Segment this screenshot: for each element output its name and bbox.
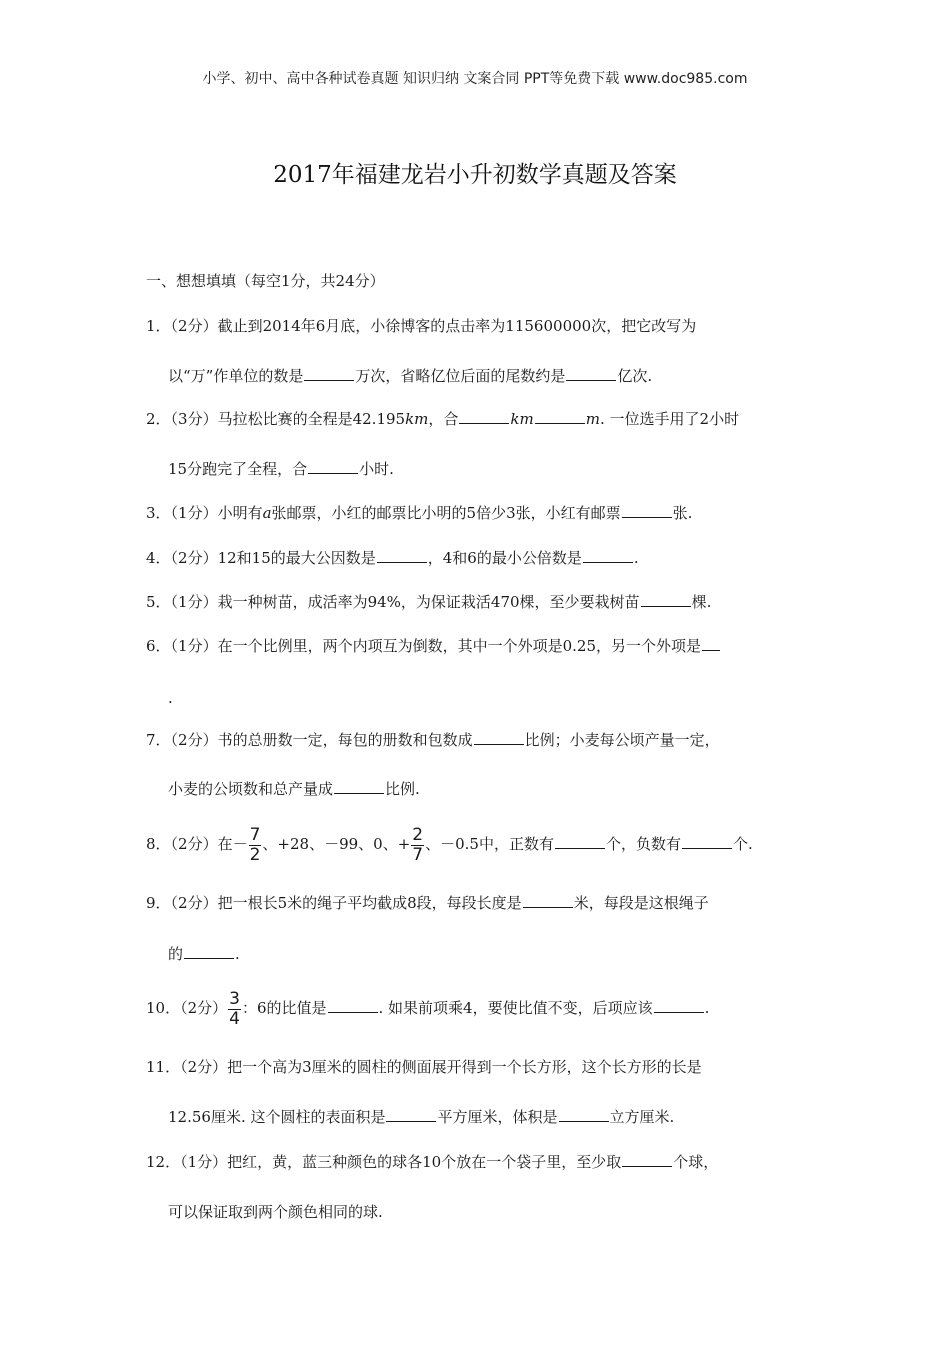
question-6-line-1: 6．（1分）在一个比例里，两个内项互为倒数，其中一个外项是0.25，另一个外项是 [146, 636, 721, 656]
fraction-three-quarters: $\frac{3}{4}$ [229, 988, 240, 1029]
answer-blank[interactable] [304, 366, 354, 381]
answer-blank[interactable] [622, 503, 672, 518]
fraction-two-sevenths: $\frac{2}{7}$ [412, 824, 424, 865]
question-11-line-1: 11．（2分）把一个高为3厘米的圆柱的侧面展开得到一个长方形，这个长方形的长是 [146, 1058, 702, 1076]
answer-blank[interactable] [555, 834, 605, 849]
question-5: 5．（1分）栽一种树苗，成活率为94%，为保证栽活470棵，至少要栽树苗 棵. [146, 593, 712, 611]
answer-blank[interactable] [184, 944, 234, 959]
answer-blank[interactable] [377, 548, 427, 563]
answer-blank[interactable] [328, 998, 378, 1013]
answer-blank[interactable] [308, 459, 358, 474]
answer-blank[interactable] [559, 1107, 609, 1122]
answer-blank[interactable] [459, 409, 509, 424]
question-2-line-2: 15分跑完了全程，合 小时. [168, 460, 394, 478]
question-7-line-2: 小麦的公顷数和总产量成 比例. [168, 780, 420, 798]
question-1-line-2: 以“万”作单位的数是 万次，省略亿位后面的尾数约是 亿次. [168, 367, 653, 385]
answer-blank[interactable] [474, 730, 524, 745]
answer-blank[interactable] [622, 1152, 672, 1167]
answer-blank[interactable] [682, 834, 732, 849]
answer-blank[interactable] [334, 779, 384, 794]
question-4: 4．（2分）12和15的最大公因数是 ，4和6的最小公倍数是 . [146, 549, 639, 567]
page-title: 2017年福建龙岩小升初数学真题及答案 [273, 162, 677, 188]
section-heading: 一、想想填填（每空1分，共24分） [146, 272, 385, 290]
answer-blank[interactable] [535, 409, 585, 424]
question-10: 10．（2分） $\frac{3}{4}$ ：6的比值是 . 如果前项乘4，要使比值不变，后项应该 . [146, 988, 710, 1029]
question-9-line-2: 的 . [168, 945, 240, 963]
question-3: 3．（1分）小明有a张邮票，小红的邮票比小明的5倍少3张，小红有邮票 张. [146, 504, 693, 522]
question-7-line-1: 7．（2分）书的总册数一定，每包的册数和包数成 比例；小麦每公顷产量一定， [146, 731, 720, 749]
question-8: 8．（2分）在－ $\frac{7}{2}$ 、+28、－99、0、+ $\frac{2}{7}$ 、－0.5中，正数有 个，负数有 个. [146, 824, 753, 865]
question-12-line-2: 可以保证取到两个颜色相同的球. [168, 1203, 383, 1221]
question-6-line-2: . [168, 689, 173, 707]
answer-blank[interactable] [566, 366, 616, 381]
answer-blank[interactable] [654, 998, 704, 1013]
fraction-seven-halves: $\frac{7}{2}$ [249, 824, 261, 865]
answer-blank[interactable] [523, 893, 573, 908]
question-2-line-1: 2．（3分）马拉松比赛的全程是42.195km，合 km m. 一位选手用了2小时 [146, 410, 740, 428]
answer-blank[interactable] [386, 1107, 436, 1122]
answer-blank[interactable] [583, 548, 633, 563]
question-1-line-1: 1．（2分）截止到2014年6月底，小徐博客的点击率为115600000次，把它改写为 [146, 317, 697, 335]
question-9-line-1: 9．（2分）把一根长5米的绳子平均截成8段，每段长度是 米，每段是这根绳子 [146, 894, 709, 912]
answer-blank[interactable] [702, 636, 720, 651]
page-header: 小学、初中、高中各种试卷真题 知识归纳 文案合同 PPT等免费下载 www.doc985.com [202, 71, 748, 87]
question-11-line-2: 12.56厘米. 这个圆柱的表面积是 平方厘米，体积是 立方厘米. [168, 1108, 675, 1126]
question-12-line-1: 12．（1分）把红，黄，蓝三种颜色的球各10个放在一个袋子里，至少取 个球， [146, 1153, 719, 1171]
answer-blank[interactable] [641, 592, 691, 607]
